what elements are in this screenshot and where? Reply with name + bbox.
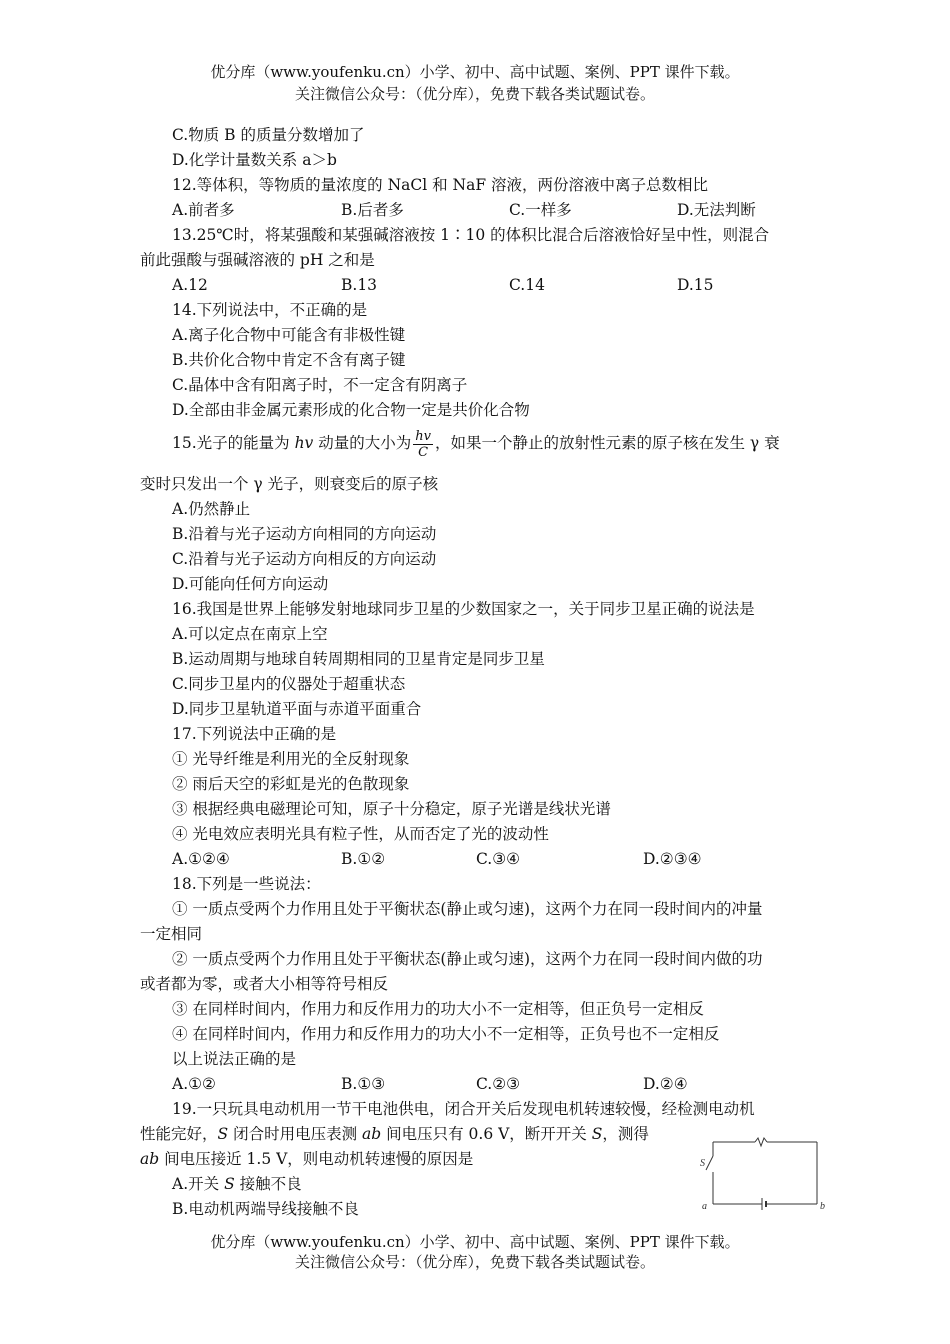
q17-option-d: D.②③④ bbox=[643, 850, 702, 868]
q16-option-a: A.可以定点在南京上空 bbox=[172, 625, 328, 643]
q13-option-d: D.15 bbox=[677, 276, 714, 294]
q16-option-c: C.同步卫星内的仪器处于超重状态 bbox=[172, 675, 406, 693]
q16-stem: 16.我国是世界上能够发射地球同步卫星的少数国家之一，关于同步卫星正确的说法是 bbox=[172, 600, 755, 618]
q15-option-d: D.可能向任何方向运动 bbox=[172, 575, 329, 593]
q11-option-d: D.化学计量数关系 a＞b bbox=[172, 151, 337, 169]
label-a: a bbox=[702, 1201, 707, 1212]
q17-statement-4: ④ 光电效应表明光具有粒子性，从而否定了光的波动性 bbox=[172, 825, 549, 843]
q15-stem-mid: 动量的大小为 bbox=[313, 434, 412, 452]
q19-stem-2 bbox=[140, 1123, 649, 1145]
fraction-numerator: hv bbox=[415, 428, 431, 444]
q18-option-d: D.②④ bbox=[643, 1075, 688, 1093]
q19-option-a-post: 接触不良 bbox=[234, 1175, 302, 1193]
q15-stem-1 bbox=[172, 426, 780, 460]
q13-stem-1: 13.25℃时，将某强酸和某强碱溶液按 1∶10 的体积比混合后溶液恰好呈中性，则混合 bbox=[172, 226, 770, 244]
q19-switch-symbol: S bbox=[217, 1125, 229, 1143]
q19-switch-symbol-2: S bbox=[591, 1125, 603, 1143]
q19-stem-2-pre: 性能完好， bbox=[140, 1125, 218, 1143]
q14-stem: 14.下列说法中，不正确的是 bbox=[172, 301, 368, 319]
q18-statement-2a: ② 一质点受两个力作用且处于平衡状态(静止或匀速)，这两个力在同一段时间内做的功 bbox=[172, 950, 763, 968]
q17-stem: 17.下列说法中正确的是 bbox=[172, 725, 337, 743]
q15-stem-2: 变时只发出一个 γ 光子，则衰变后的原子核 bbox=[140, 475, 439, 493]
q12-option-c: C.一样多 bbox=[509, 201, 572, 219]
header-line-2: 关注微信公众号：（优分库），免费下载各类试题试卷。 bbox=[294, 85, 655, 103]
q19-ab-symbol-2: ab bbox=[140, 1150, 160, 1168]
q19-stem-2-end: ，测得 bbox=[602, 1125, 649, 1143]
q16-option-d: D.同步卫星轨道平面与赤道平面重合 bbox=[172, 700, 422, 718]
q17-statement-3: ③ 根据经典电磁理论可知，原子十分稳定，原子光谱是线状光谱 bbox=[172, 800, 611, 818]
q19-stem-1: 19.一只玩具电动机用一节干电池供电，闭合开关后发现电机转速较慢，经检测电动机 bbox=[172, 1100, 755, 1118]
q17-option-c: C.③④ bbox=[476, 850, 521, 868]
q14-option-d: D.全部由非金属元素形成的化合物一定是共价化合物 bbox=[172, 401, 530, 419]
q19-stem-3-post: 间电压接近 1.5 V，则电动机转速慢的原因是 bbox=[159, 1150, 474, 1168]
q18-option-c: C.②③ bbox=[476, 1075, 521, 1093]
q18-ask: 以上说法正确的是 bbox=[172, 1050, 297, 1068]
q15-option-c: C.沿着与光子运动方向相反的方向运动 bbox=[172, 550, 437, 568]
q13-stem-2: 前此强酸与强碱溶液的 pH 之和是 bbox=[140, 251, 375, 269]
q16-option-b: B.运动周期与地球自转周期相同的卫星肯定是同步卫星 bbox=[172, 650, 545, 668]
q18-statement-4: ④ 在同样时间内，作用力和反作用力的功大小不一定相等，正负号也不一定相反 bbox=[172, 1025, 720, 1043]
q19-stem-2-mid: 闭合时用电压表测 bbox=[228, 1125, 362, 1143]
q18-stem: 18.下列是一些说法： bbox=[172, 875, 321, 893]
q18-statement-1a: ① 一质点受两个力作用且处于平衡状态(静止或匀速)，这两个力在同一段时间内的冲量 bbox=[172, 900, 763, 918]
q19-stem-3 bbox=[140, 1148, 473, 1170]
q19-option-b: B.电动机两端导线接触不良 bbox=[172, 1200, 359, 1218]
footer-line-2: 关注微信公众号：（优分库），免费下载各类试题试卷。 bbox=[294, 1253, 655, 1271]
footer-line-1: 优分库（www.youfenku.cn）小学、初中、高中试题、案例、PPT 课件下载。 bbox=[210, 1233, 740, 1251]
q13-option-c: C.14 bbox=[509, 276, 545, 294]
q14-option-c: C.晶体中含有阳离子时，不一定含有阴离子 bbox=[172, 376, 468, 394]
q15-stem-post: ，如果一个静止的放射性元素的原子核在发生 γ 衰 bbox=[434, 434, 780, 452]
q15-option-b: B.沿着与光子运动方向相同的方向运动 bbox=[172, 525, 437, 543]
motor-symbol bbox=[755, 1138, 767, 1146]
q17-option-a: A.①②④ bbox=[172, 850, 230, 868]
q18-statement-1b: 一定相同 bbox=[140, 925, 203, 943]
q17-statement-1: ① 光导纤维是利用光的全反射现象 bbox=[172, 750, 410, 768]
q13-option-b: B.13 bbox=[341, 276, 378, 294]
q15-momentum-fraction bbox=[413, 429, 433, 460]
q14-option-a: A.离子化合物中可能含有非极性键 bbox=[172, 326, 406, 344]
label-s: S bbox=[700, 1158, 705, 1169]
q19-option-a-pre: A.开关 bbox=[172, 1175, 225, 1193]
q12-option-b: B.后者多 bbox=[341, 201, 404, 219]
q18-statement-3: ③ 在同样时间内，作用力和反作用力的功大小不一定相等，但正负号一定相反 bbox=[172, 1000, 704, 1018]
q11-option-c: C.物质 B 的质量分数增加了 bbox=[172, 126, 365, 144]
circuit-diagram bbox=[700, 1130, 830, 1215]
q19-option-a-switch: S bbox=[224, 1175, 235, 1193]
q18-statement-2b: 或者都为零，或者大小相等符号相反 bbox=[140, 975, 389, 993]
q18-option-a: A.①② bbox=[172, 1075, 216, 1093]
q12-option-d: D.无法判断 bbox=[677, 201, 756, 219]
q15-option-a: A.仍然静止 bbox=[172, 500, 251, 518]
fraction-denominator: C bbox=[418, 444, 429, 460]
q19-ab-symbol: ab bbox=[362, 1125, 382, 1143]
q15-stem-pre: 15.光子的能量为 bbox=[172, 434, 295, 452]
q17-statement-2: ② 雨后天空的彩虹是光的色散现象 bbox=[172, 775, 410, 793]
q17-option-b: B.①② bbox=[341, 850, 386, 868]
q15-hv: hv bbox=[294, 434, 314, 452]
header-line-1: 优分库（www.youfenku.cn）小学、初中、高中试题、案例、PPT 课件下载。 bbox=[210, 63, 740, 81]
q14-option-b: B.共价化合物中肯定不含有离子键 bbox=[172, 351, 406, 369]
q12-stem: 12.等体积，等物质的量浓度的 NaCl 和 NaF 溶液，两份溶液中离子总数相比 bbox=[172, 176, 709, 194]
q13-option-a: A.12 bbox=[172, 276, 208, 294]
switch-symbol bbox=[706, 1156, 713, 1170]
q19-option-a bbox=[172, 1173, 302, 1195]
label-b: b bbox=[820, 1201, 825, 1212]
q19-stem-2-post: 间电压只有 0.6 V，断开开关 bbox=[381, 1125, 592, 1143]
q12-option-a: A.前者多 bbox=[172, 201, 235, 219]
q18-option-b: B.①③ bbox=[341, 1075, 386, 1093]
